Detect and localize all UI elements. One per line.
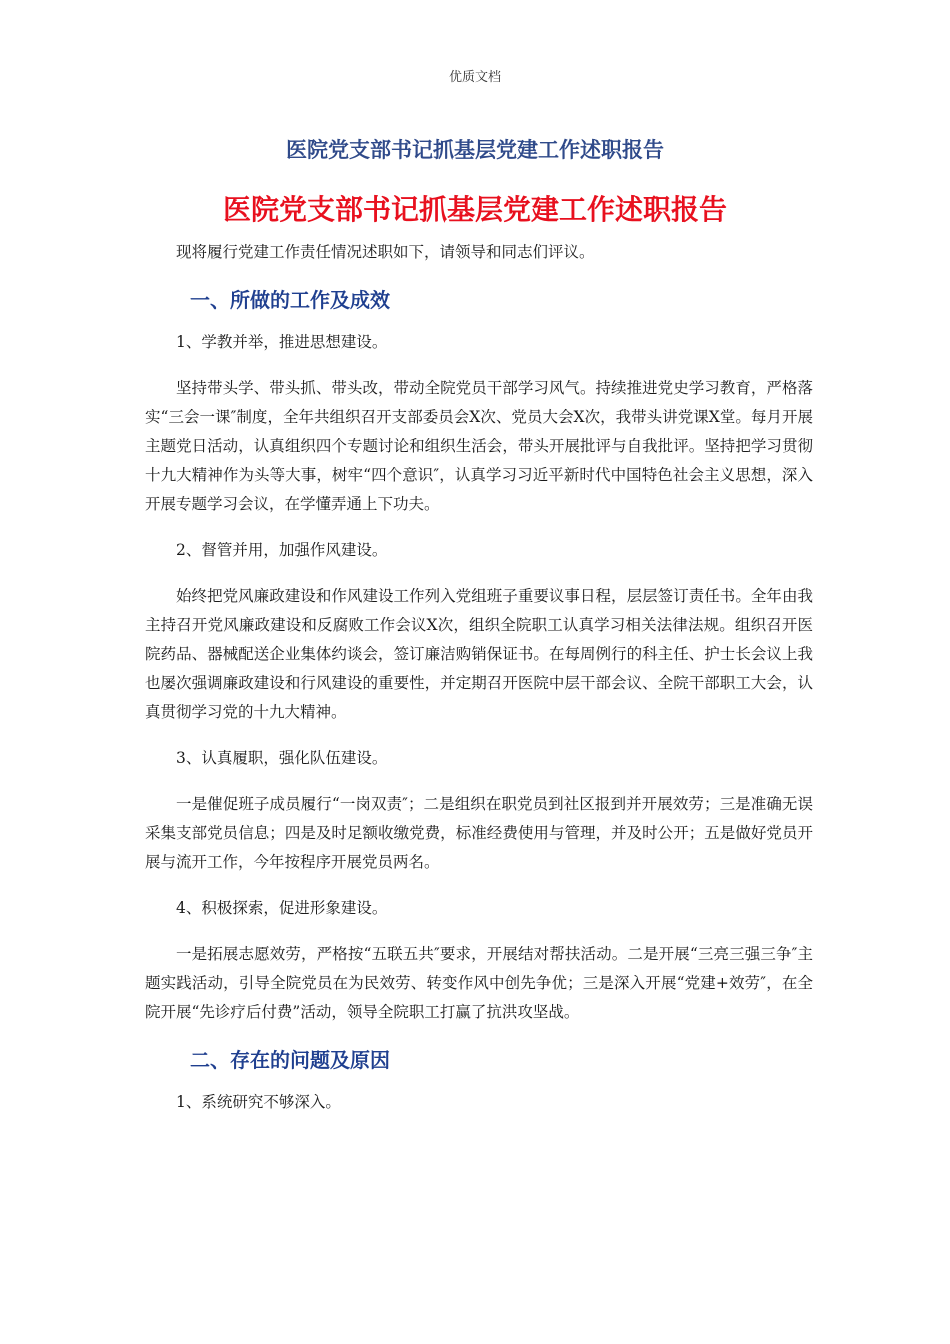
section-heading-2: 二、存在的问题及原因 <box>190 1048 390 1072</box>
document-title: 医院党支部书记抓基层党建工作述职报告 <box>286 138 664 162</box>
page-header: 优质文档 <box>448 70 501 85</box>
item-paragraph: 坚持带头学、带头抓、带头改，带动全院党员干部学习风气。持续推进党史学习教育，严格落实“三会一课″制度，全年共组织召开支部委员会X次、党员大会X次，我带头讲党课X堂。每月开展主题党日活动，认真组织四个专题讨论和组织生活会，带头开展批评与自我批评。坚持把学习贯彻十九大精神作为头等大事，树牢“四个意识″，认真学习习近平新时代中国特色社会主义思想，深入开展专题学习会议，在学懂弄通上下功夫。 <box>145 379 813 513</box>
item-subtitle: 1、系统研究不够深入。 <box>176 1093 341 1111</box>
item-paragraph: 一是催促班子成员履行“一岗双责″；二是组织在职党员到社区报到并开展效劳；三是准确无误采集支部党员信息；四是及时足额收缴党费，标准经费使用与管理，并及时公开；五是做好党员开展与流开工作，今年按程序开展党员两名。 <box>145 795 813 871</box>
item-subtitle: 1、学教并举，推进思想建设。 <box>176 333 388 351</box>
report-title: 医院党支部书记抓基层党建工作述职报告 <box>222 193 727 226</box>
item-subtitle: 3、认真履职，强化队伍建设。 <box>176 749 388 767</box>
item-paragraph: 始终把党风廉政建设和作风建设工作列入党组班子重要议事日程，层层签订责任书。全年由我主持召开党风廉政建设和反腐败工作会议X次，组织全院职工认真学习相关法律法规。组织召开医院药品、器械配送企业集体约谈会，签订廉洁购销保证书。在每周例行的科主任、护士长会议上我也屡次强调廉政建设和行风建设的重要性，并定期召开医院中层干部会议、全院干部职工大会，认真贯彻学习党的十九大精神。 <box>145 587 813 721</box>
section-heading-1: 一、所做的工作及成效 <box>190 288 390 312</box>
intro-paragraph: 现将履行党建工作责任情况述职如下，请领导和同志们评议。 <box>176 243 595 261</box>
document-body <box>145 238 813 1134</box>
item-subtitle: 2、督管并用，加强作风建设。 <box>176 541 388 559</box>
item-paragraph: 一是拓展志愿效劳，严格按“五联五共″要求，开展结对帮扶活动。二是开展“三亮三强三争″主题实践活动，引导全院党员在为民效劳、转变作风中创先争优；三是深入开展“党建+效劳″，在全院开展“先诊疗后付费”活动，领导全院职工打赢了抗洪攻坚战。 <box>145 945 813 1021</box>
item-subtitle: 4、积极探索，促进形象建设。 <box>176 899 388 917</box>
